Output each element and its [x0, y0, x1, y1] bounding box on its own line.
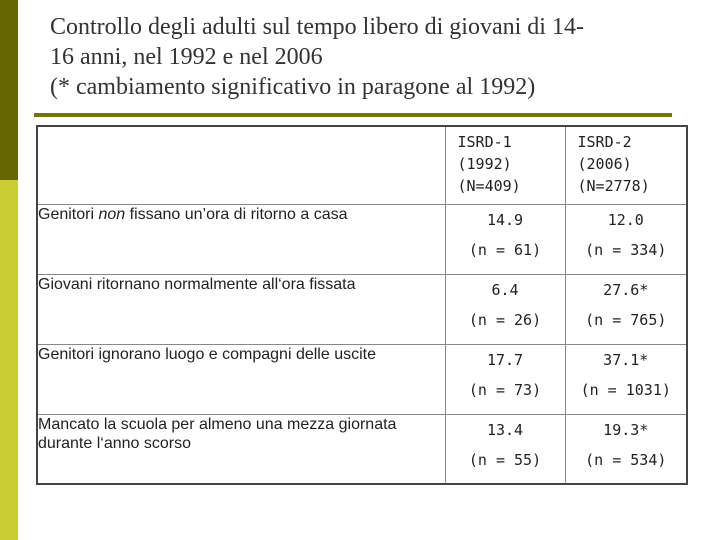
row-label [37, 414, 445, 484]
header-isrd2 [565, 126, 687, 204]
value-cell-1992 [445, 204, 565, 274]
count-value: (n = 334) [585, 240, 667, 259]
header-isrd2-name: ISRD-2 [577, 133, 632, 151]
header-row [37, 126, 687, 204]
percent-value: 27.6* [603, 280, 649, 299]
table-row [37, 414, 687, 484]
header-isrd2-n: (N=2778) [577, 177, 650, 195]
table-row [37, 204, 687, 274]
left-accent-band-light [0, 180, 18, 540]
value-cell-1992 [445, 414, 565, 484]
count-value: (n = 26) [468, 310, 542, 329]
data-table [36, 125, 688, 485]
percent-value: 14.9 [486, 210, 524, 229]
slide-title [50, 12, 700, 102]
percent-value: 13.4 [486, 420, 524, 439]
percent-value: 17.7 [486, 350, 524, 369]
row-label-part: Giovani ritornano normalmente all‘ora fissata [38, 275, 356, 293]
table-row [37, 274, 687, 344]
header-isrd1-name: ISRD-1 [457, 133, 512, 151]
header-isrd1-n: (N=409) [457, 177, 521, 195]
percent-value: 6.4 [491, 280, 519, 299]
title-line-2: 16 anni, nel 1992 e nel 2006 [50, 44, 323, 70]
table-row [37, 344, 687, 414]
header-empty-cell [37, 126, 445, 204]
count-value: (n = 765) [585, 310, 667, 329]
row-label-part: Mancato la scuola per almeno una mezza giornata durante l‘anno scorso [38, 415, 397, 452]
title-underline [34, 113, 672, 117]
count-value: (n = 534) [585, 450, 667, 469]
title-line-1: Controllo degli adulti sul tempo libero di giovani di 14- [50, 14, 584, 40]
percent-value: 12.0 [607, 210, 644, 229]
value-cell-1992 [445, 274, 565, 344]
row-label-part: Genitori ignorano luogo e compagni delle uscite [38, 345, 376, 363]
row-label-part: fissano un’ora di ritorno a casa [125, 205, 348, 223]
value-cell-2006 [565, 274, 687, 344]
value-cell-2006 [565, 344, 687, 414]
header-isrd1-year: (1992) [457, 155, 512, 173]
value-cell-2006 [565, 204, 687, 274]
count-value: (n = 1031) [580, 380, 671, 399]
value-cell-2006 [565, 414, 687, 484]
row-label-part: Genitori [38, 205, 99, 223]
header-isrd1 [445, 126, 565, 204]
percent-value: 37.1* [603, 350, 649, 369]
count-value: (n = 55) [468, 450, 542, 469]
row-label [37, 344, 445, 414]
left-accent-band-dark [0, 0, 18, 180]
title-line-3: (* cambiamento significativo in paragone al 1992) [50, 74, 536, 100]
header-isrd2-year: (2006) [577, 155, 632, 173]
row-label [37, 204, 445, 274]
value-cell-1992 [445, 344, 565, 414]
count-value: (n = 61) [468, 240, 542, 259]
row-label [37, 274, 445, 344]
percent-value: 19.3* [603, 420, 649, 439]
row-label-emphasis: non [98, 205, 126, 223]
count-value: (n = 73) [468, 380, 542, 399]
